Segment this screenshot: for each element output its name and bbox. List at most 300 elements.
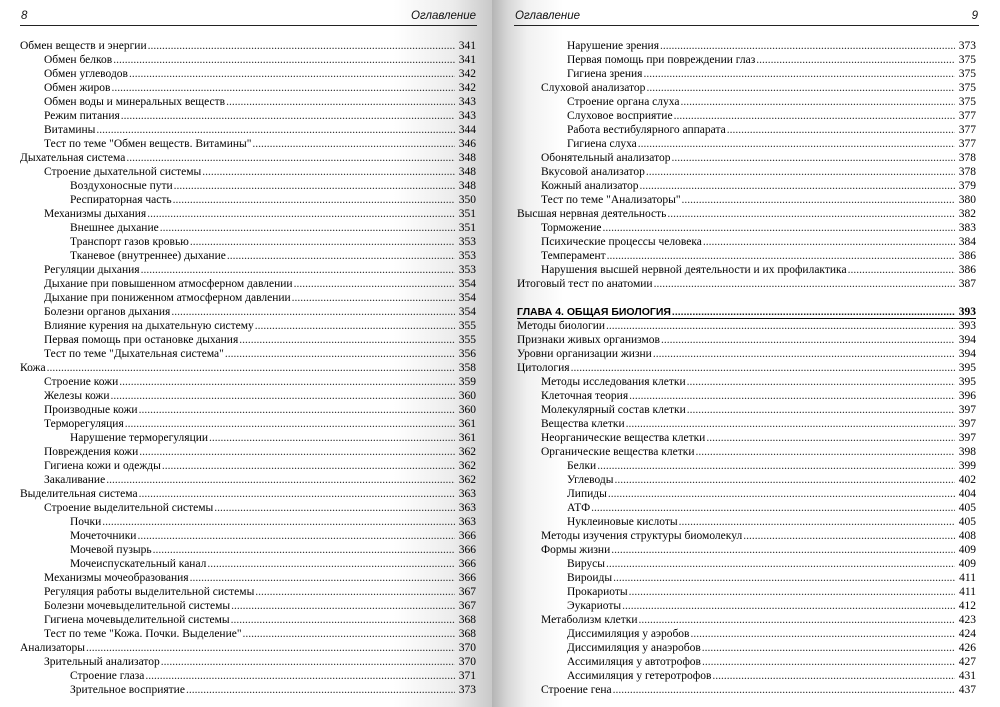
toc-entry[interactable] — [517, 347, 976, 361]
toc-entry-title: Закаливание — [44, 474, 106, 486]
toc-entry[interactable] — [20, 207, 476, 221]
toc-entry-title: Вкусовой анализатор — [541, 166, 645, 178]
toc-leader-dots — [239, 333, 455, 347]
toc-entry[interactable] — [20, 305, 476, 319]
toc-entry[interactable] — [517, 361, 976, 375]
toc-leader-dots — [687, 403, 955, 417]
toc-entry-title: Производные кожи — [44, 404, 138, 416]
toc-leader-dots — [626, 417, 955, 431]
toc-entry-title: Респираторная часть — [70, 194, 172, 206]
toc-entry[interactable] — [517, 599, 976, 613]
toc-entry-page: 343 — [458, 110, 476, 122]
toc-entry-page: 386 — [958, 264, 976, 276]
toc-leader-dots — [161, 655, 455, 669]
toc-entry-page: 366 — [458, 558, 476, 570]
toc-entry-title: Ассимиляция у автотрофов — [567, 656, 701, 668]
toc-entry-page: 368 — [458, 614, 476, 626]
toc-leader-dots — [162, 459, 455, 473]
toc-entry[interactable] — [20, 403, 476, 417]
toc-entry-title: Метаболизм клетки — [541, 614, 638, 626]
toc-entry-title: Тест по теме "Анализаторы" — [541, 194, 681, 206]
toc-leader-dots — [682, 193, 955, 207]
toc-entry-title: Терморегуляция — [44, 418, 124, 430]
toc-entry[interactable] — [20, 417, 476, 431]
toc-leader-dots — [606, 557, 955, 571]
toc-entry[interactable] — [517, 585, 976, 599]
toc-entry-title: Нарушение зрения — [567, 40, 659, 52]
toc-entry[interactable] — [517, 179, 976, 193]
toc-entry-page: 346 — [458, 138, 476, 150]
toc-entry[interactable] — [20, 655, 476, 669]
toc-entry-title: Мочеточники — [70, 530, 137, 542]
toc-entry[interactable] — [517, 221, 976, 235]
toc-entry[interactable] — [20, 333, 476, 347]
toc-entry-page: 408 — [958, 530, 976, 542]
toc-entry[interactable] — [517, 655, 976, 669]
toc-entry-title: Вещества клетки — [541, 418, 625, 430]
toc-entry[interactable] — [517, 151, 976, 165]
toc-entry[interactable] — [20, 123, 476, 137]
toc-leader-dots — [190, 235, 455, 249]
toc-entry-page: 362 — [458, 446, 476, 458]
toc-entry-title: Белки — [567, 460, 597, 472]
toc-entry-page: 437 — [958, 684, 976, 696]
toc-chapter-heading[interactable] — [517, 305, 976, 319]
toc-entry[interactable] — [517, 571, 976, 585]
toc-entry-page: 367 — [458, 586, 476, 598]
toc-entry-title: Транспорт газов кровью — [70, 236, 189, 248]
toc-entry-page: 386 — [958, 250, 976, 262]
toc-leader-dots — [255, 319, 455, 333]
toc-entry-page: 373 — [958, 40, 976, 52]
toc-entry[interactable] — [517, 431, 976, 445]
toc-entry[interactable] — [20, 221, 476, 235]
toc-leader-dots — [661, 333, 955, 347]
toc-leader-dots — [225, 347, 455, 361]
toc-entry-title: Зрительное восприятие — [70, 684, 185, 696]
toc-entry[interactable] — [20, 473, 476, 487]
toc-entry-title: Регуляция работы выделительной системы — [44, 586, 255, 598]
toc-leader-dots — [106, 473, 455, 487]
toc-entry-page: 356 — [458, 348, 476, 360]
toc-entry-page: 431 — [958, 670, 976, 682]
toc-leader-dots — [139, 445, 455, 459]
toc-leader-dots — [174, 179, 455, 193]
toc-entry[interactable] — [517, 529, 976, 543]
toc-entry-page: 358 — [458, 362, 476, 374]
toc-entry-title: Болезни мочевыделительной системы — [44, 600, 231, 612]
toc-entry-page: 387 — [958, 278, 976, 290]
toc-entry-page: 396 — [958, 390, 976, 402]
toc-entry-title: Диссимиляция у анаэробов — [567, 642, 701, 654]
toc-leader-dots — [96, 123, 455, 137]
toc-entry-title: Клеточная теория — [541, 390, 629, 402]
toc-entry[interactable] — [20, 291, 476, 305]
toc-entry-page: 367 — [458, 600, 476, 612]
toc-entry-page: 393 — [958, 306, 976, 318]
toc-entry[interactable] — [517, 123, 976, 137]
toc-entry[interactable] — [517, 683, 976, 697]
toc-entry-page: 366 — [458, 530, 476, 542]
toc-entry-page: 375 — [958, 68, 976, 80]
toc-entry-page: 395 — [958, 376, 976, 388]
toc-entry-title: АТФ — [567, 502, 591, 514]
toc-leader-dots — [139, 487, 455, 501]
toc-entry[interactable] — [20, 347, 476, 361]
toc-leader-dots — [173, 193, 455, 207]
toc-entry-page: 424 — [958, 628, 976, 640]
right-header-rule — [514, 25, 979, 26]
toc-entry[interactable] — [20, 95, 476, 109]
toc-leader-dots — [691, 627, 956, 641]
toc-entry[interactable] — [517, 81, 976, 95]
toc-entry-page: 343 — [458, 96, 476, 108]
toc-entry-page: 375 — [958, 82, 976, 94]
toc-leader-dots — [638, 137, 955, 151]
toc-entry[interactable] — [20, 249, 476, 263]
toc-entry[interactable] — [20, 53, 476, 67]
toc-entry-title: Первая помощь при остановке дыхания — [44, 334, 239, 346]
toc-entry-page: 342 — [458, 68, 476, 80]
toc-entry[interactable] — [20, 151, 476, 165]
toc-entry-title: Уровни организации жизни — [517, 348, 652, 360]
toc-entry[interactable] — [20, 319, 476, 333]
toc-entry[interactable] — [517, 613, 976, 627]
toc-entry[interactable] — [20, 165, 476, 179]
toc-leader-dots — [139, 403, 455, 417]
toc-entry-page: 402 — [958, 474, 976, 486]
toc-entry-page: 361 — [458, 432, 476, 444]
toc-entry[interactable] — [20, 459, 476, 473]
right-page-number: 9 — [971, 10, 978, 22]
toc-leader-dots — [608, 487, 955, 501]
toc-entry-title: Цитология — [517, 362, 570, 374]
toc-leader-dots — [614, 473, 955, 487]
toc-leader-dots — [113, 53, 455, 67]
toc-entry[interactable] — [517, 53, 976, 67]
toc-entry[interactable] — [517, 109, 976, 123]
toc-entry-page: 375 — [958, 54, 976, 66]
toc-entry-page: 360 — [458, 404, 476, 416]
toc-entry-page: 426 — [958, 642, 976, 654]
toc-entry[interactable] — [517, 459, 976, 473]
toc-entry-page: 366 — [458, 544, 476, 556]
toc-entry[interactable] — [517, 473, 976, 487]
toc-entry[interactable] — [517, 515, 976, 529]
toc-entry[interactable] — [517, 165, 976, 179]
toc-entry[interactable] — [20, 389, 476, 403]
toc-entry[interactable] — [20, 641, 476, 655]
toc-entry-page: 377 — [958, 138, 976, 150]
toc-leader-dots — [292, 291, 455, 305]
toc-leader-dots — [190, 571, 455, 585]
toc-entry-title: Методы изучения структуры биомолекул — [541, 530, 743, 542]
toc-leader-dots — [202, 165, 455, 179]
toc-entry[interactable] — [20, 529, 476, 543]
toc-entry-title: Тест по теме "Дыхательная система" — [44, 348, 224, 360]
toc-entry-page: 405 — [958, 516, 976, 528]
toc-entry[interactable] — [517, 557, 976, 571]
toc-leader-dots — [702, 655, 955, 669]
toc-entry-title: Первая помощь при повреждении глаз — [567, 54, 756, 66]
toc-entry-page: 377 — [958, 110, 976, 122]
toc-leader-dots — [111, 389, 455, 403]
toc-entry-title: Обмен жиров — [44, 82, 111, 94]
toc-entry-title: Эукариоты — [567, 600, 622, 612]
toc-entry[interactable] — [20, 81, 476, 95]
toc-leader-dots — [646, 165, 955, 179]
toc-entry-page: 397 — [958, 404, 976, 416]
toc-entry[interactable] — [517, 375, 976, 389]
toc-leader-dots — [252, 137, 455, 151]
toc-entry[interactable] — [20, 277, 476, 291]
right-toc-list — [517, 39, 976, 697]
toc-entry[interactable] — [517, 445, 976, 459]
toc-entry[interactable] — [20, 193, 476, 207]
toc-entry[interactable] — [20, 67, 476, 81]
toc-entry-page: 348 — [458, 152, 476, 164]
toc-entry-page: 409 — [958, 558, 976, 570]
toc-entry-page: 348 — [458, 166, 476, 178]
toc-leader-dots — [611, 543, 955, 557]
toc-leader-dots — [695, 445, 955, 459]
toc-entry-title: Строение дыхательной системы — [44, 166, 202, 178]
toc-leader-dots — [848, 263, 955, 277]
toc-entry[interactable] — [20, 585, 476, 599]
toc-entry[interactable] — [517, 207, 976, 221]
toc-leader-dots — [227, 249, 455, 263]
toc-entry-title: Торможение — [541, 222, 602, 234]
toc-entry[interactable] — [20, 235, 476, 249]
toc-entry-title: Нуклеиновые кислоты — [567, 516, 678, 528]
toc-entry[interactable] — [517, 137, 976, 151]
toc-entry[interactable] — [517, 95, 976, 109]
toc-leader-dots — [712, 669, 955, 683]
toc-entry[interactable] — [20, 445, 476, 459]
toc-leader-dots — [126, 151, 455, 165]
toc-entry-title: Обонятельный анализатор — [541, 152, 671, 164]
toc-leader-dots — [643, 67, 955, 81]
toc-leader-dots — [622, 599, 955, 613]
toc-entry-page: 354 — [458, 292, 476, 304]
toc-entry[interactable] — [517, 501, 976, 515]
toc-leader-dots — [672, 305, 955, 319]
toc-entry-title: Углеводы — [567, 474, 614, 486]
toc-entry-title: Ассимиляция у гетеротрофов — [567, 670, 712, 682]
toc-entry[interactable] — [20, 571, 476, 585]
toc-entry-page: 360 — [458, 390, 476, 402]
toc-leader-dots — [654, 277, 955, 291]
toc-entry[interactable] — [20, 543, 476, 557]
toc-entry-title: Мочевой пузырь — [70, 544, 152, 556]
toc-entry-page: 366 — [458, 572, 476, 584]
toc-leader-dots — [145, 669, 455, 683]
toc-entry[interactable] — [20, 109, 476, 123]
toc-entry-title: Обмен воды и минеральных веществ — [44, 96, 226, 108]
toc-entry-title: Болезни органов дыхания — [44, 306, 171, 318]
toc-entry-page: 361 — [458, 418, 476, 430]
toc-entry[interactable] — [20, 683, 476, 697]
toc-entry[interactable] — [517, 277, 976, 291]
toc-entry-title: Почки — [70, 516, 102, 528]
toc-entry-page: 378 — [958, 166, 976, 178]
toc-entry-title: Слуховой анализатор — [541, 82, 646, 94]
right-page — [492, 0, 1000, 707]
toc-entry-page: 359 — [458, 376, 476, 388]
toc-entry[interactable] — [20, 39, 476, 53]
toc-entry[interactable] — [20, 599, 476, 613]
toc-leader-dots — [613, 683, 955, 697]
toc-entry[interactable] — [20, 431, 476, 445]
toc-entry-title: Работа вестибулярного аппарата — [567, 124, 726, 136]
toc-entry-page: 370 — [458, 656, 476, 668]
toc-entry[interactable] — [517, 417, 976, 431]
toc-entry[interactable] — [517, 333, 976, 347]
toc-leader-dots — [607, 249, 955, 263]
toc-entry[interactable] — [20, 487, 476, 501]
toc-entry-page: 405 — [958, 502, 976, 514]
toc-entry[interactable] — [517, 39, 976, 53]
toc-entry-title: Влияние курения на дыхательную систему — [44, 320, 254, 332]
toc-entry[interactable] — [517, 669, 976, 683]
toc-entry-title: Витамины — [44, 124, 96, 136]
toc-leader-dots — [102, 515, 455, 529]
toc-entry-page: 411 — [959, 586, 976, 598]
toc-entry-page: 353 — [458, 236, 476, 248]
toc-entry-title: Обмен веществ и энергии — [20, 40, 147, 52]
toc-entry[interactable] — [20, 361, 476, 375]
toc-entry-title: Молекулярный состав клетки — [541, 404, 686, 416]
toc-leader-dots — [47, 361, 455, 375]
toc-entry-page: 370 — [458, 642, 476, 654]
toc-leader-dots — [147, 207, 455, 221]
toc-entry[interactable] — [517, 403, 976, 417]
toc-entry-title: Психические процессы человека — [541, 236, 702, 248]
toc-leader-dots — [86, 641, 455, 655]
toc-leader-dots — [629, 585, 955, 599]
toc-entry-title: Тест по теме "Обмен веществ. Витамины" — [44, 138, 252, 150]
toc-entry-title: Железы кожи — [44, 390, 110, 402]
toc-entry-page: 362 — [458, 474, 476, 486]
toc-entry[interactable] — [517, 263, 976, 277]
toc-entry[interactable] — [20, 263, 476, 277]
toc-entry[interactable] — [517, 641, 976, 655]
toc-entry-page: 363 — [458, 502, 476, 514]
toc-entry[interactable] — [517, 319, 976, 333]
toc-entry-page: 397 — [958, 432, 976, 444]
toc-entry[interactable] — [20, 501, 476, 515]
toc-entry-title: Строение органа слуха — [567, 96, 680, 108]
toc-entry[interactable] — [20, 375, 476, 389]
toc-entry[interactable] — [20, 179, 476, 193]
toc-entry-page: 404 — [958, 488, 976, 500]
toc-entry[interactable] — [517, 235, 976, 249]
toc-leader-dots — [679, 515, 955, 529]
toc-leader-dots — [125, 417, 455, 431]
toc-entry-title: Органические вещества клетки — [541, 446, 695, 458]
left-page-number: 8 — [21, 10, 28, 22]
toc-entry-page: 353 — [458, 264, 476, 276]
toc-entry-page: 394 — [958, 348, 976, 360]
toc-entry-page: 399 — [958, 460, 976, 472]
toc-leader-dots — [687, 375, 955, 389]
toc-leader-dots — [129, 67, 455, 81]
toc-entry[interactable] — [20, 137, 476, 151]
toc-entry-title: Воздухоносные пути — [70, 180, 173, 192]
toc-entry-page: 384 — [958, 236, 976, 248]
toc-entry-title: Регуляции дыхания — [44, 264, 140, 276]
toc-leader-dots — [171, 305, 455, 319]
toc-entry-page: 341 — [458, 40, 476, 52]
toc-entry-title: Гигиена мочевыделительной системы — [44, 614, 230, 626]
toc-leader-dots — [743, 529, 955, 543]
toc-entry-title: Признаки живых организмов — [517, 334, 660, 346]
toc-entry-title: Вирусы — [567, 558, 606, 570]
toc-entry[interactable] — [517, 193, 976, 207]
toc-entry-title: Обмен углеводов — [44, 68, 128, 80]
toc-entry-page: 363 — [458, 516, 476, 528]
toc-entry-page: 354 — [458, 306, 476, 318]
toc-entry[interactable] — [517, 543, 976, 557]
toc-entry-title: Строение кожи — [44, 376, 119, 388]
toc-entry[interactable] — [20, 627, 476, 641]
toc-entry-title: Высшая нервная деятельность — [517, 208, 667, 220]
toc-entry-page: 371 — [458, 670, 476, 682]
toc-leader-dots — [207, 557, 455, 571]
toc-entry-page: 378 — [958, 152, 976, 164]
toc-entry-title: Зрительный анализатор — [44, 656, 160, 668]
toc-entry-page: 377 — [958, 124, 976, 136]
toc-leader-dots — [671, 151, 955, 165]
toc-entry-page: 398 — [958, 446, 976, 458]
toc-leader-dots — [613, 571, 955, 585]
toc-entry-page: 411 — [959, 572, 976, 584]
toc-entry-title: Итоговый тест по анатомии — [517, 278, 653, 290]
toc-entry-page: 362 — [458, 460, 476, 472]
toc-leader-dots — [186, 683, 455, 697]
toc-leader-dots — [660, 39, 955, 53]
toc-entry[interactable] — [20, 557, 476, 571]
toc-entry-page: 355 — [458, 334, 476, 346]
toc-entry-title: Дыхание при повышенном атмосферном давлении — [44, 278, 293, 290]
toc-entry[interactable] — [517, 67, 976, 81]
toc-entry[interactable] — [517, 627, 976, 641]
toc-entry[interactable] — [517, 389, 976, 403]
toc-entry[interactable] — [20, 669, 476, 683]
toc-entry-page: 350 — [458, 194, 476, 206]
toc-entry-title: Методы биологии — [517, 320, 606, 332]
toc-entry[interactable] — [517, 487, 976, 501]
right-header-title: Оглавление — [515, 10, 580, 22]
toc-leader-dots — [231, 599, 455, 613]
left-header-rule — [20, 25, 477, 26]
toc-leader-dots — [603, 221, 955, 235]
toc-entry-page: 353 — [458, 250, 476, 262]
toc-entry-page: 379 — [958, 180, 976, 192]
toc-entry-title: Механизмы мочеобразования — [44, 572, 189, 584]
toc-entry-page: 383 — [958, 222, 976, 234]
toc-entry-title: Формы жизни — [541, 544, 611, 556]
toc-entry[interactable] — [20, 613, 476, 627]
toc-entry-title: Дыхание при пониженном атмосферном давлении — [44, 292, 291, 304]
toc-entry-title: Режим питания — [44, 110, 120, 122]
toc-entry-page: 380 — [958, 194, 976, 206]
toc-entry-title: Методы исследования клетки — [541, 376, 686, 388]
toc-entry-page: 373 — [458, 684, 476, 696]
toc-leader-dots — [702, 641, 955, 655]
toc-entry[interactable] — [517, 249, 976, 263]
toc-entry[interactable] — [20, 515, 476, 529]
